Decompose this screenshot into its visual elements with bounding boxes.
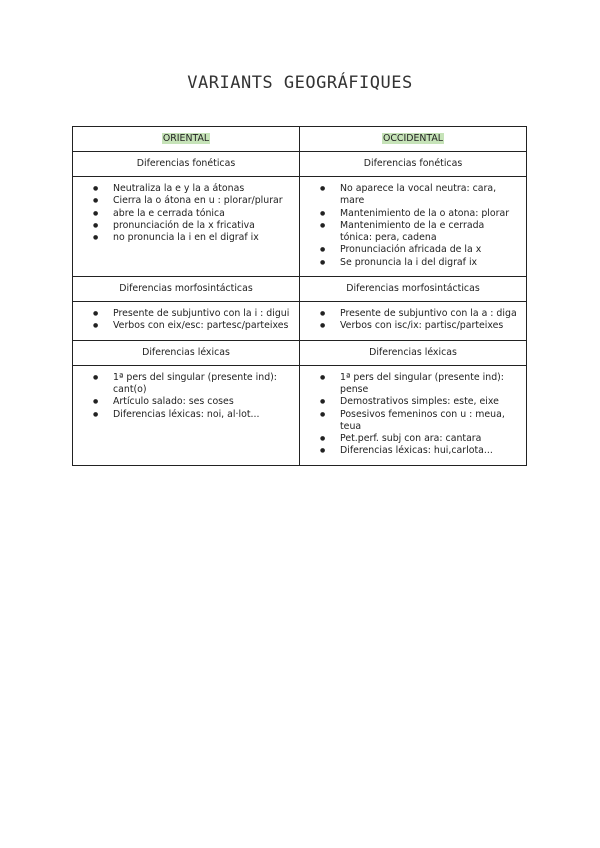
section-heading: Diferencias léxicas [300, 340, 527, 365]
highlighted-label: OCCIDENTAL [382, 132, 444, 144]
section-heading-row [73, 277, 527, 302]
list-item: ● 1ª pers del singular (presente ind): cant(o) [113, 372, 291, 397]
list-item: ● Cierra la o átona en u : plorar/plurar [113, 195, 291, 207]
list-item: ● Verbos con isc/ix: partisc/parteixes [340, 320, 518, 332]
occidental-list-cell [300, 302, 527, 341]
section-heading: Diferencias léxicas [73, 340, 300, 365]
list-item: ● Diferencias léxicas: noi, al·lot... [113, 409, 291, 421]
section-heading-row [73, 340, 527, 365]
occidental-list-cell [300, 365, 527, 465]
list-item: ● Posesivos femeninos con u : meua, teua [340, 409, 518, 434]
section-heading: Diferencias fonéticas [73, 152, 300, 177]
section-heading: Diferencias morfosintácticas [300, 277, 527, 302]
section-content-row [73, 177, 527, 277]
list-item: ● Artículo salado: ses coses [113, 396, 291, 408]
section-heading-row [73, 152, 527, 177]
list-item: ● abre la e cerrada tónica [113, 208, 291, 220]
section-heading: Diferencias fonéticas [300, 152, 527, 177]
bullet-list [300, 372, 518, 458]
bullet-list [300, 183, 518, 269]
list-item: ● Demostrativos simples: este, eixe [340, 396, 518, 408]
variants-table [72, 126, 527, 466]
bullet-list [73, 308, 291, 333]
oriental-list-cell [73, 302, 300, 341]
section-heading: Diferencias morfosintácticas [73, 277, 300, 302]
list-item: ● 1ª pers del singular (presente ind): pense [340, 372, 518, 397]
list-item: ● Diferencias léxicas: hui,carlota... [340, 445, 518, 457]
list-item: ● Neutraliza la e y la a átonas [113, 183, 291, 195]
oriental-list-cell [73, 177, 300, 277]
list-item: ● Verbos con eix/esc: partesc/parteixes [113, 320, 291, 332]
list-item: ● Pronunciación africada de la x [340, 244, 518, 256]
list-item: ● Presente de subjuntivo con la a : diga [340, 308, 518, 320]
list-item: ● pronunciación de la x fricativa [113, 220, 291, 232]
bullet-list [73, 372, 291, 421]
list-item: ● Mantenimiento de la e cerrada tónica: pera, cadena [340, 220, 518, 245]
occidental-list-cell [300, 177, 527, 277]
list-item: ● no pronuncia la i en el digraf ix [113, 232, 291, 244]
bullet-list [73, 183, 291, 244]
list-item: ● No aparece la vocal neutra: cara, mare [340, 183, 518, 208]
bullet-list [300, 308, 518, 333]
column-header-occidental [300, 127, 527, 152]
list-item: ● Pet.perf. subj con ara: cantara [340, 433, 518, 445]
page-title: VARIANTS GEOGRÁFIQUES [187, 73, 413, 93]
oriental-list-cell [73, 365, 300, 465]
list-item: ● Se pronuncia la i del digraf ix [340, 257, 518, 269]
list-item: ● Presente de subjuntivo con la i : digui [113, 308, 291, 320]
highlighted-label: ORIENTAL [162, 132, 210, 144]
section-content-row [73, 302, 527, 341]
header-row [73, 127, 527, 152]
list-item: ● Mantenimiento de la o atona: plorar [340, 208, 518, 220]
section-content-row [73, 365, 527, 465]
column-header-oriental [73, 127, 300, 152]
